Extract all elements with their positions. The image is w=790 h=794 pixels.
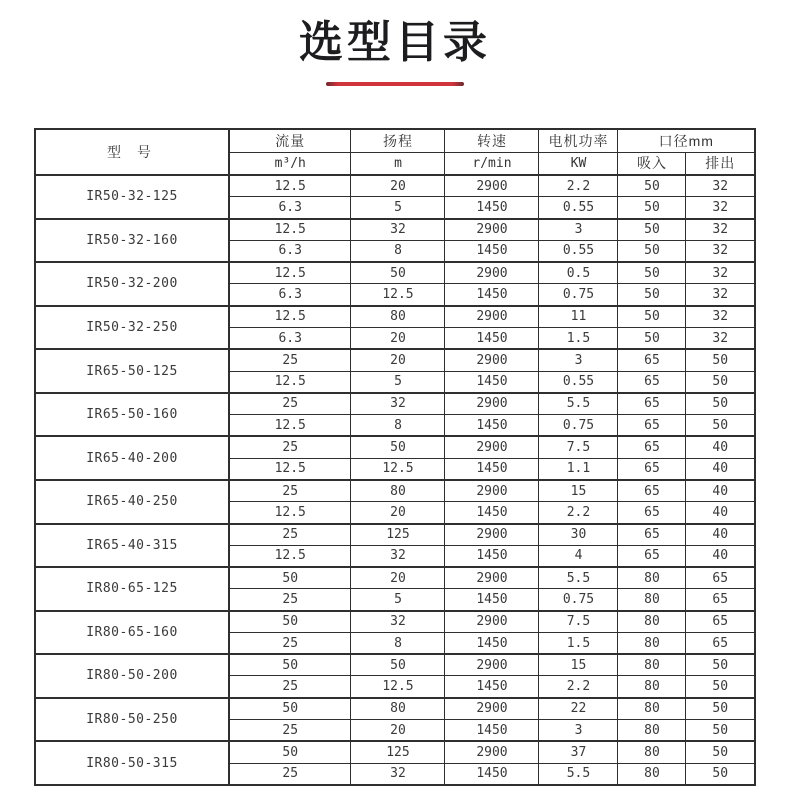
cell-suction: 80 — [618, 698, 686, 720]
cell-flow: 25 — [229, 393, 351, 415]
model-cell: IR65-50-125 — [35, 349, 229, 393]
cell-head: 32 — [351, 219, 445, 241]
cell-power: 0.5 — [539, 262, 618, 284]
table-row — [35, 698, 755, 720]
cell-discharge: 65 — [686, 611, 755, 633]
cell-speed: 2900 — [445, 654, 539, 676]
cell-flow: 25 — [229, 480, 351, 502]
cell-discharge: 32 — [686, 284, 755, 306]
cell-discharge: 40 — [686, 436, 755, 458]
cell-head: 20 — [351, 349, 445, 371]
cell-suction: 50 — [618, 284, 686, 306]
model-cell: IR65-40-250 — [35, 480, 229, 524]
cell-power: 2.2 — [539, 502, 618, 524]
cell-suction: 65 — [618, 415, 686, 437]
cell-discharge: 50 — [686, 349, 755, 371]
cell-discharge: 40 — [686, 458, 755, 480]
cell-suction: 65 — [618, 393, 686, 415]
cell-suction: 50 — [618, 327, 686, 349]
unit-flow: m³/h — [229, 152, 351, 175]
cell-speed: 1450 — [445, 589, 539, 611]
cell-discharge: 32 — [686, 306, 755, 328]
cell-flow: 12.5 — [229, 306, 351, 328]
cell-power: 7.5 — [539, 611, 618, 633]
cell-suction: 80 — [618, 567, 686, 589]
cell-suction: 50 — [618, 197, 686, 219]
cell-head: 20 — [351, 175, 445, 197]
table-row — [35, 611, 755, 633]
model-cell: IR80-50-250 — [35, 698, 229, 742]
cell-speed: 1450 — [445, 371, 539, 393]
model-cell: IR50-32-125 — [35, 175, 229, 219]
cell-flow: 12.5 — [229, 371, 351, 393]
cell-head: 50 — [351, 654, 445, 676]
table-body — [35, 175, 755, 785]
cell-flow: 12.5 — [229, 262, 351, 284]
cell-speed: 2900 — [445, 393, 539, 415]
cell-suction: 50 — [618, 175, 686, 197]
cell-power: 22 — [539, 698, 618, 720]
cell-head: 32 — [351, 763, 445, 785]
cell-flow: 12.5 — [229, 175, 351, 197]
cell-suction: 65 — [618, 545, 686, 567]
cell-discharge: 50 — [686, 763, 755, 785]
cell-speed: 2900 — [445, 524, 539, 546]
cell-speed: 2900 — [445, 262, 539, 284]
cell-suction: 80 — [618, 632, 686, 654]
cell-power: 1.5 — [539, 632, 618, 654]
model-cell: IR80-65-160 — [35, 611, 229, 655]
table-row — [35, 524, 755, 546]
cell-power: 0.55 — [539, 197, 618, 219]
cell-discharge: 50 — [686, 654, 755, 676]
cell-power: 5.5 — [539, 763, 618, 785]
cell-power: 15 — [539, 480, 618, 502]
cell-speed: 1450 — [445, 545, 539, 567]
cell-suction: 50 — [618, 306, 686, 328]
cell-power: 3 — [539, 720, 618, 742]
cell-speed: 2900 — [445, 480, 539, 502]
cell-head: 80 — [351, 480, 445, 502]
cell-flow: 25 — [229, 436, 351, 458]
table-row — [35, 175, 755, 197]
cell-suction: 65 — [618, 349, 686, 371]
cell-discharge: 40 — [686, 524, 755, 546]
cell-power: 1.5 — [539, 327, 618, 349]
cell-head: 50 — [351, 262, 445, 284]
cell-suction: 65 — [618, 458, 686, 480]
cell-head: 5 — [351, 371, 445, 393]
cell-flow: 12.5 — [229, 415, 351, 437]
column-header-discharge: 排出 — [686, 152, 755, 175]
cell-discharge: 65 — [686, 567, 755, 589]
cell-discharge: 50 — [686, 371, 755, 393]
cell-speed: 2900 — [445, 567, 539, 589]
cell-suction: 80 — [618, 611, 686, 633]
cell-speed: 1450 — [445, 458, 539, 480]
cell-speed: 1450 — [445, 632, 539, 654]
cell-speed: 2900 — [445, 611, 539, 633]
model-cell: IR65-40-200 — [35, 436, 229, 480]
table-row — [35, 654, 755, 676]
cell-discharge: 32 — [686, 262, 755, 284]
cell-flow: 6.3 — [229, 197, 351, 219]
cell-suction: 80 — [618, 589, 686, 611]
cell-suction: 65 — [618, 502, 686, 524]
cell-speed: 2900 — [445, 698, 539, 720]
cell-discharge: 32 — [686, 240, 755, 262]
cell-speed: 1450 — [445, 327, 539, 349]
cell-flow: 25 — [229, 676, 351, 698]
unit-head: m — [351, 152, 445, 175]
cell-flow: 12.5 — [229, 219, 351, 241]
table-row — [35, 480, 755, 502]
cell-flow: 12.5 — [229, 458, 351, 480]
cell-head: 50 — [351, 436, 445, 458]
cell-speed: 2900 — [445, 219, 539, 241]
cell-suction: 65 — [618, 524, 686, 546]
cell-speed: 1450 — [445, 240, 539, 262]
cell-power: 0.55 — [539, 240, 618, 262]
cell-power: 11 — [539, 306, 618, 328]
cell-power: 5.5 — [539, 393, 618, 415]
table-row — [35, 436, 755, 458]
cell-head: 32 — [351, 545, 445, 567]
model-cell: IR80-50-315 — [35, 741, 229, 785]
cell-discharge: 50 — [686, 415, 755, 437]
column-header-suction: 吸入 — [618, 152, 686, 175]
cell-power: 7.5 — [539, 436, 618, 458]
cell-discharge: 32 — [686, 327, 755, 349]
cell-head: 20 — [351, 567, 445, 589]
cell-power: 1.1 — [539, 458, 618, 480]
cell-suction: 50 — [618, 240, 686, 262]
column-header-diameter: 口径mm — [618, 129, 755, 152]
cell-head: 20 — [351, 327, 445, 349]
cell-flow: 50 — [229, 654, 351, 676]
column-header-model: 型 号 — [35, 129, 229, 175]
cell-head: 20 — [351, 720, 445, 742]
cell-power: 0.75 — [539, 284, 618, 306]
cell-head: 80 — [351, 306, 445, 328]
model-cell: IR50-32-200 — [35, 262, 229, 306]
cell-power: 2.2 — [539, 175, 618, 197]
cell-head: 5 — [351, 589, 445, 611]
cell-suction: 65 — [618, 436, 686, 458]
cell-speed: 1450 — [445, 197, 539, 219]
model-cell: IR50-32-250 — [35, 306, 229, 350]
model-cell: IR65-40-315 — [35, 524, 229, 568]
column-header-flow: 流量 — [229, 129, 351, 152]
cell-speed: 1450 — [445, 763, 539, 785]
cell-speed: 1450 — [445, 415, 539, 437]
cell-head: 8 — [351, 415, 445, 437]
cell-flow: 50 — [229, 741, 351, 763]
cell-power: 3 — [539, 219, 618, 241]
page-title: 选型目录 — [299, 18, 491, 67]
cell-head: 12.5 — [351, 284, 445, 306]
cell-power: 2.2 — [539, 676, 618, 698]
cell-flow: 25 — [229, 524, 351, 546]
table-row — [35, 393, 755, 415]
cell-head: 8 — [351, 632, 445, 654]
cell-discharge: 32 — [686, 219, 755, 241]
cell-discharge: 50 — [686, 393, 755, 415]
cell-suction: 80 — [618, 741, 686, 763]
cell-head: 12.5 — [351, 458, 445, 480]
cell-head: 20 — [351, 502, 445, 524]
cell-flow: 50 — [229, 611, 351, 633]
unit-power: KW — [539, 152, 618, 175]
cell-discharge: 50 — [686, 698, 755, 720]
cell-discharge: 50 — [686, 720, 755, 742]
cell-flow: 25 — [229, 589, 351, 611]
cell-discharge: 50 — [686, 676, 755, 698]
table-row — [35, 567, 755, 589]
cell-suction: 80 — [618, 763, 686, 785]
cell-head: 5 — [351, 197, 445, 219]
cell-head: 32 — [351, 393, 445, 415]
cell-discharge: 65 — [686, 589, 755, 611]
cell-flow: 50 — [229, 567, 351, 589]
model-cell: IR65-50-160 — [35, 393, 229, 437]
cell-flow: 25 — [229, 632, 351, 654]
cell-suction: 80 — [618, 720, 686, 742]
cell-flow: 12.5 — [229, 545, 351, 567]
cell-suction: 65 — [618, 371, 686, 393]
column-header-speed: 转速 — [445, 129, 539, 152]
cell-suction: 80 — [618, 676, 686, 698]
cell-power: 4 — [539, 545, 618, 567]
cell-power: 15 — [539, 654, 618, 676]
table-row — [35, 306, 755, 328]
table-row — [35, 262, 755, 284]
cell-flow: 25 — [229, 763, 351, 785]
unit-speed: r/min — [445, 152, 539, 175]
cell-flow: 6.3 — [229, 240, 351, 262]
cell-flow: 25 — [229, 720, 351, 742]
cell-suction: 80 — [618, 654, 686, 676]
cell-head: 125 — [351, 741, 445, 763]
column-header-power: 电机功率 — [539, 129, 618, 152]
cell-flow: 25 — [229, 349, 351, 371]
cell-speed: 1450 — [445, 720, 539, 742]
cell-power: 3 — [539, 349, 618, 371]
cell-discharge: 50 — [686, 741, 755, 763]
model-cell: IR80-50-200 — [35, 654, 229, 698]
cell-power: 0.55 — [539, 371, 618, 393]
table-row — [35, 349, 755, 371]
cell-power: 0.75 — [539, 415, 618, 437]
column-header-head: 扬程 — [351, 129, 445, 152]
cell-speed: 2900 — [445, 349, 539, 371]
cell-flow: 6.3 — [229, 327, 351, 349]
table-row — [35, 219, 755, 241]
cell-speed: 2900 — [445, 436, 539, 458]
header-row-main — [35, 129, 755, 152]
cell-discharge: 40 — [686, 480, 755, 502]
table-header — [35, 129, 755, 175]
cell-discharge: 32 — [686, 175, 755, 197]
cell-speed: 2900 — [445, 741, 539, 763]
cell-discharge: 65 — [686, 632, 755, 654]
cell-speed: 2900 — [445, 306, 539, 328]
cell-speed: 1450 — [445, 284, 539, 306]
pump-selection-table — [34, 128, 756, 786]
model-cell: IR80-65-125 — [35, 567, 229, 611]
cell-suction: 50 — [618, 219, 686, 241]
cell-flow: 50 — [229, 698, 351, 720]
cell-head: 8 — [351, 240, 445, 262]
cell-head: 125 — [351, 524, 445, 546]
cell-discharge: 40 — [686, 502, 755, 524]
cell-speed: 1450 — [445, 676, 539, 698]
title-underline-bar — [326, 82, 464, 86]
cell-power: 37 — [539, 741, 618, 763]
cell-head: 12.5 — [351, 676, 445, 698]
cell-power: 30 — [539, 524, 618, 546]
cell-speed: 2900 — [445, 175, 539, 197]
cell-flow: 6.3 — [229, 284, 351, 306]
cell-flow: 12.5 — [229, 502, 351, 524]
cell-suction: 65 — [618, 480, 686, 502]
cell-discharge: 32 — [686, 197, 755, 219]
cell-suction: 50 — [618, 262, 686, 284]
cell-power: 5.5 — [539, 567, 618, 589]
table-row — [35, 741, 755, 763]
cell-power: 0.75 — [539, 589, 618, 611]
cell-head: 32 — [351, 611, 445, 633]
cell-speed: 1450 — [445, 502, 539, 524]
model-cell: IR50-32-160 — [35, 219, 229, 263]
cell-discharge: 40 — [686, 545, 755, 567]
cell-head: 80 — [351, 698, 445, 720]
